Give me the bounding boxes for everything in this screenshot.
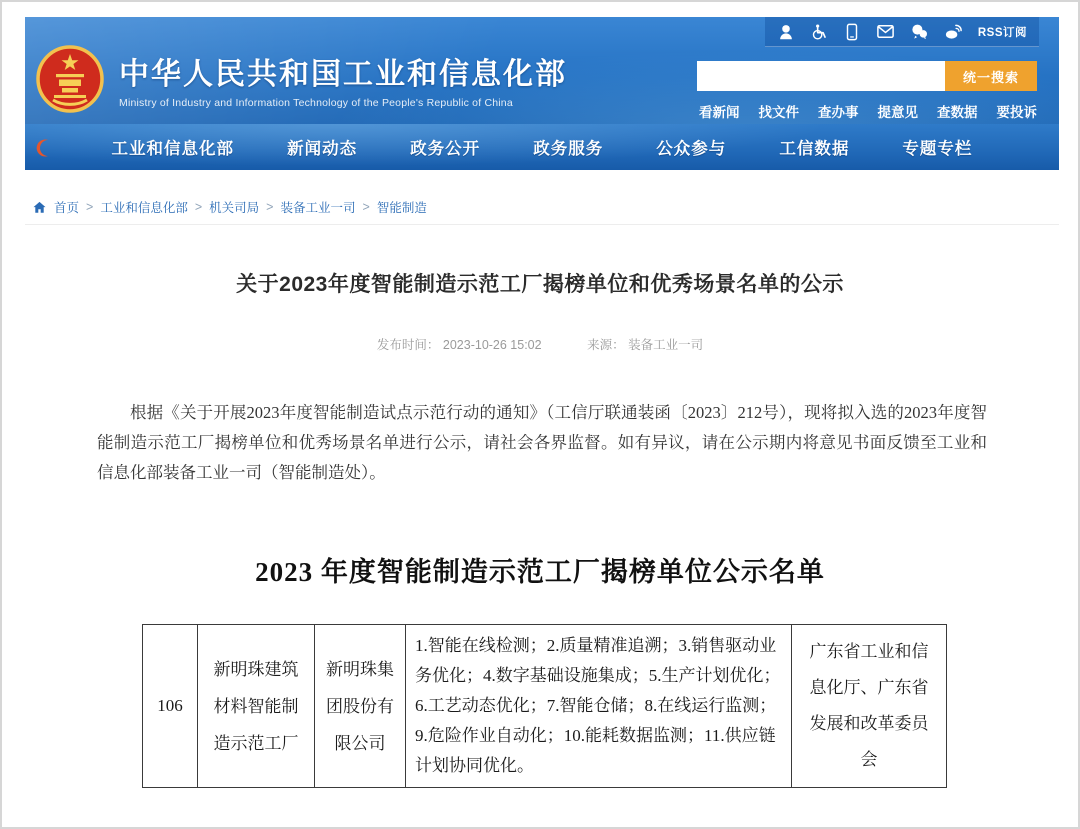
main-nav — [25, 124, 1059, 170]
cell-authority: 广东省工业和信息化厅、广东省发展和改革委员会 — [792, 625, 947, 788]
quick-links — [699, 101, 1037, 121]
publish-time-label: 发布时间： — [376, 338, 440, 352]
site-title: 中华人民共和国工业和信息化部 — [119, 58, 567, 91]
breadcrumb-miit[interactable]: 工业和信息化部 — [100, 201, 188, 215]
mascot-icon[interactable] — [777, 23, 795, 41]
source-value: 装备工业一司 — [628, 338, 704, 352]
nav-item-gov-services[interactable]: 政务服务 — [533, 140, 604, 158]
list-section-title: 2023 年度智能制造示范工厂揭榜单位公示名单 — [255, 557, 825, 587]
publish-time-value: 2023-10-26 15:02 — [442, 338, 542, 352]
breadcrumb — [32, 195, 427, 219]
home-icon — [32, 200, 47, 215]
search-input[interactable] — [697, 61, 945, 91]
quick-link-suggestions[interactable]: 提意见 — [877, 105, 918, 120]
quick-link-data[interactable]: 查数据 — [937, 105, 978, 120]
top-utility-bar — [765, 17, 1039, 47]
nav-item-data[interactable]: 工信数据 — [779, 140, 850, 158]
cell-index: 106 — [143, 625, 198, 788]
breadcrumb-divider — [25, 224, 1059, 225]
breadcrumb-separator: > — [362, 200, 370, 214]
quick-link-news[interactable]: 看新闻 — [699, 105, 740, 120]
breadcrumb-separator: > — [194, 200, 203, 214]
article-paragraph: 根据《关于开展2023年度智能制造试点示范行动的通知》（工信厅联通装函〔2023〕212号），现将拟入选的2023年度智能制造示范工厂揭榜单位和优秀场景名单进行公示，请社会各界监督。如有异议，请在公示期内将意见书面反馈至工业和信息化部装备工业一司（智能制造处）。 — [97, 403, 987, 482]
cell-company: 新明珠集团股份有限公司 — [315, 625, 406, 788]
cell-factory: 新明珠建筑材料智能制造示范工厂 — [198, 625, 315, 788]
weibo-icon[interactable] — [944, 22, 963, 41]
nav-item-public[interactable]: 公众参与 — [656, 140, 727, 158]
nav-item-miit[interactable]: 工业和信息化部 — [111, 140, 235, 158]
nav-item-news[interactable]: 新闻动态 — [287, 140, 358, 158]
announcement-table — [142, 624, 947, 788]
site-title-en: Ministry of Industry and Information Technology of the People's Republic of China — [119, 97, 513, 109]
article-meta — [2, 335, 1078, 353]
table-row — [143, 625, 947, 788]
nav-item-special[interactable]: 专题专栏 — [902, 140, 973, 158]
wechat-icon[interactable] — [910, 22, 929, 41]
mail-icon[interactable] — [876, 22, 895, 41]
national-emblem-icon — [35, 44, 105, 114]
breadcrumb-separator: > — [266, 200, 274, 214]
breadcrumb-separator: > — [86, 200, 94, 214]
breadcrumb-home[interactable]: 首页 — [54, 201, 80, 215]
site-logo[interactable] — [35, 44, 567, 114]
site-header — [25, 17, 1059, 124]
quick-link-complaints[interactable]: 要投诉 — [996, 105, 1037, 120]
nav-item-gov-open[interactable]: 政务公开 — [410, 140, 481, 158]
rss-link[interactable]: RSS订阅 — [977, 26, 1027, 39]
accessibility-icon[interactable] — [810, 23, 828, 41]
cell-scenarios: 1.智能在线检测；2.质量精准追溯；3.销售驱动业务优化；4.数字基础设施集成；5.生产计划优化；6.工艺动态优化；7.智能仓储；8.在线运行监测；9.危险作业自动化；10.能耗数据监测；11.供应链计划协同优化。 — [406, 625, 792, 788]
nav-flame-icon — [33, 137, 55, 164]
breadcrumb-departments[interactable]: 机关司局 — [209, 201, 260, 215]
quick-link-files[interactable]: 找文件 — [758, 105, 799, 120]
search-button[interactable]: 统一搜索 — [945, 61, 1037, 91]
breadcrumb-current: 智能制造 — [376, 201, 427, 215]
breadcrumb-equipment-dept[interactable]: 装备工业一司 — [280, 201, 356, 215]
mobile-icon[interactable] — [843, 23, 861, 41]
article-title: 关于2023年度智能制造示范工厂揭榜单位和优秀场景名单的公示 — [236, 273, 844, 296]
quick-link-services[interactable]: 查办事 — [818, 105, 859, 120]
search-bar — [697, 61, 1037, 91]
source-label: 来源： — [587, 338, 625, 352]
